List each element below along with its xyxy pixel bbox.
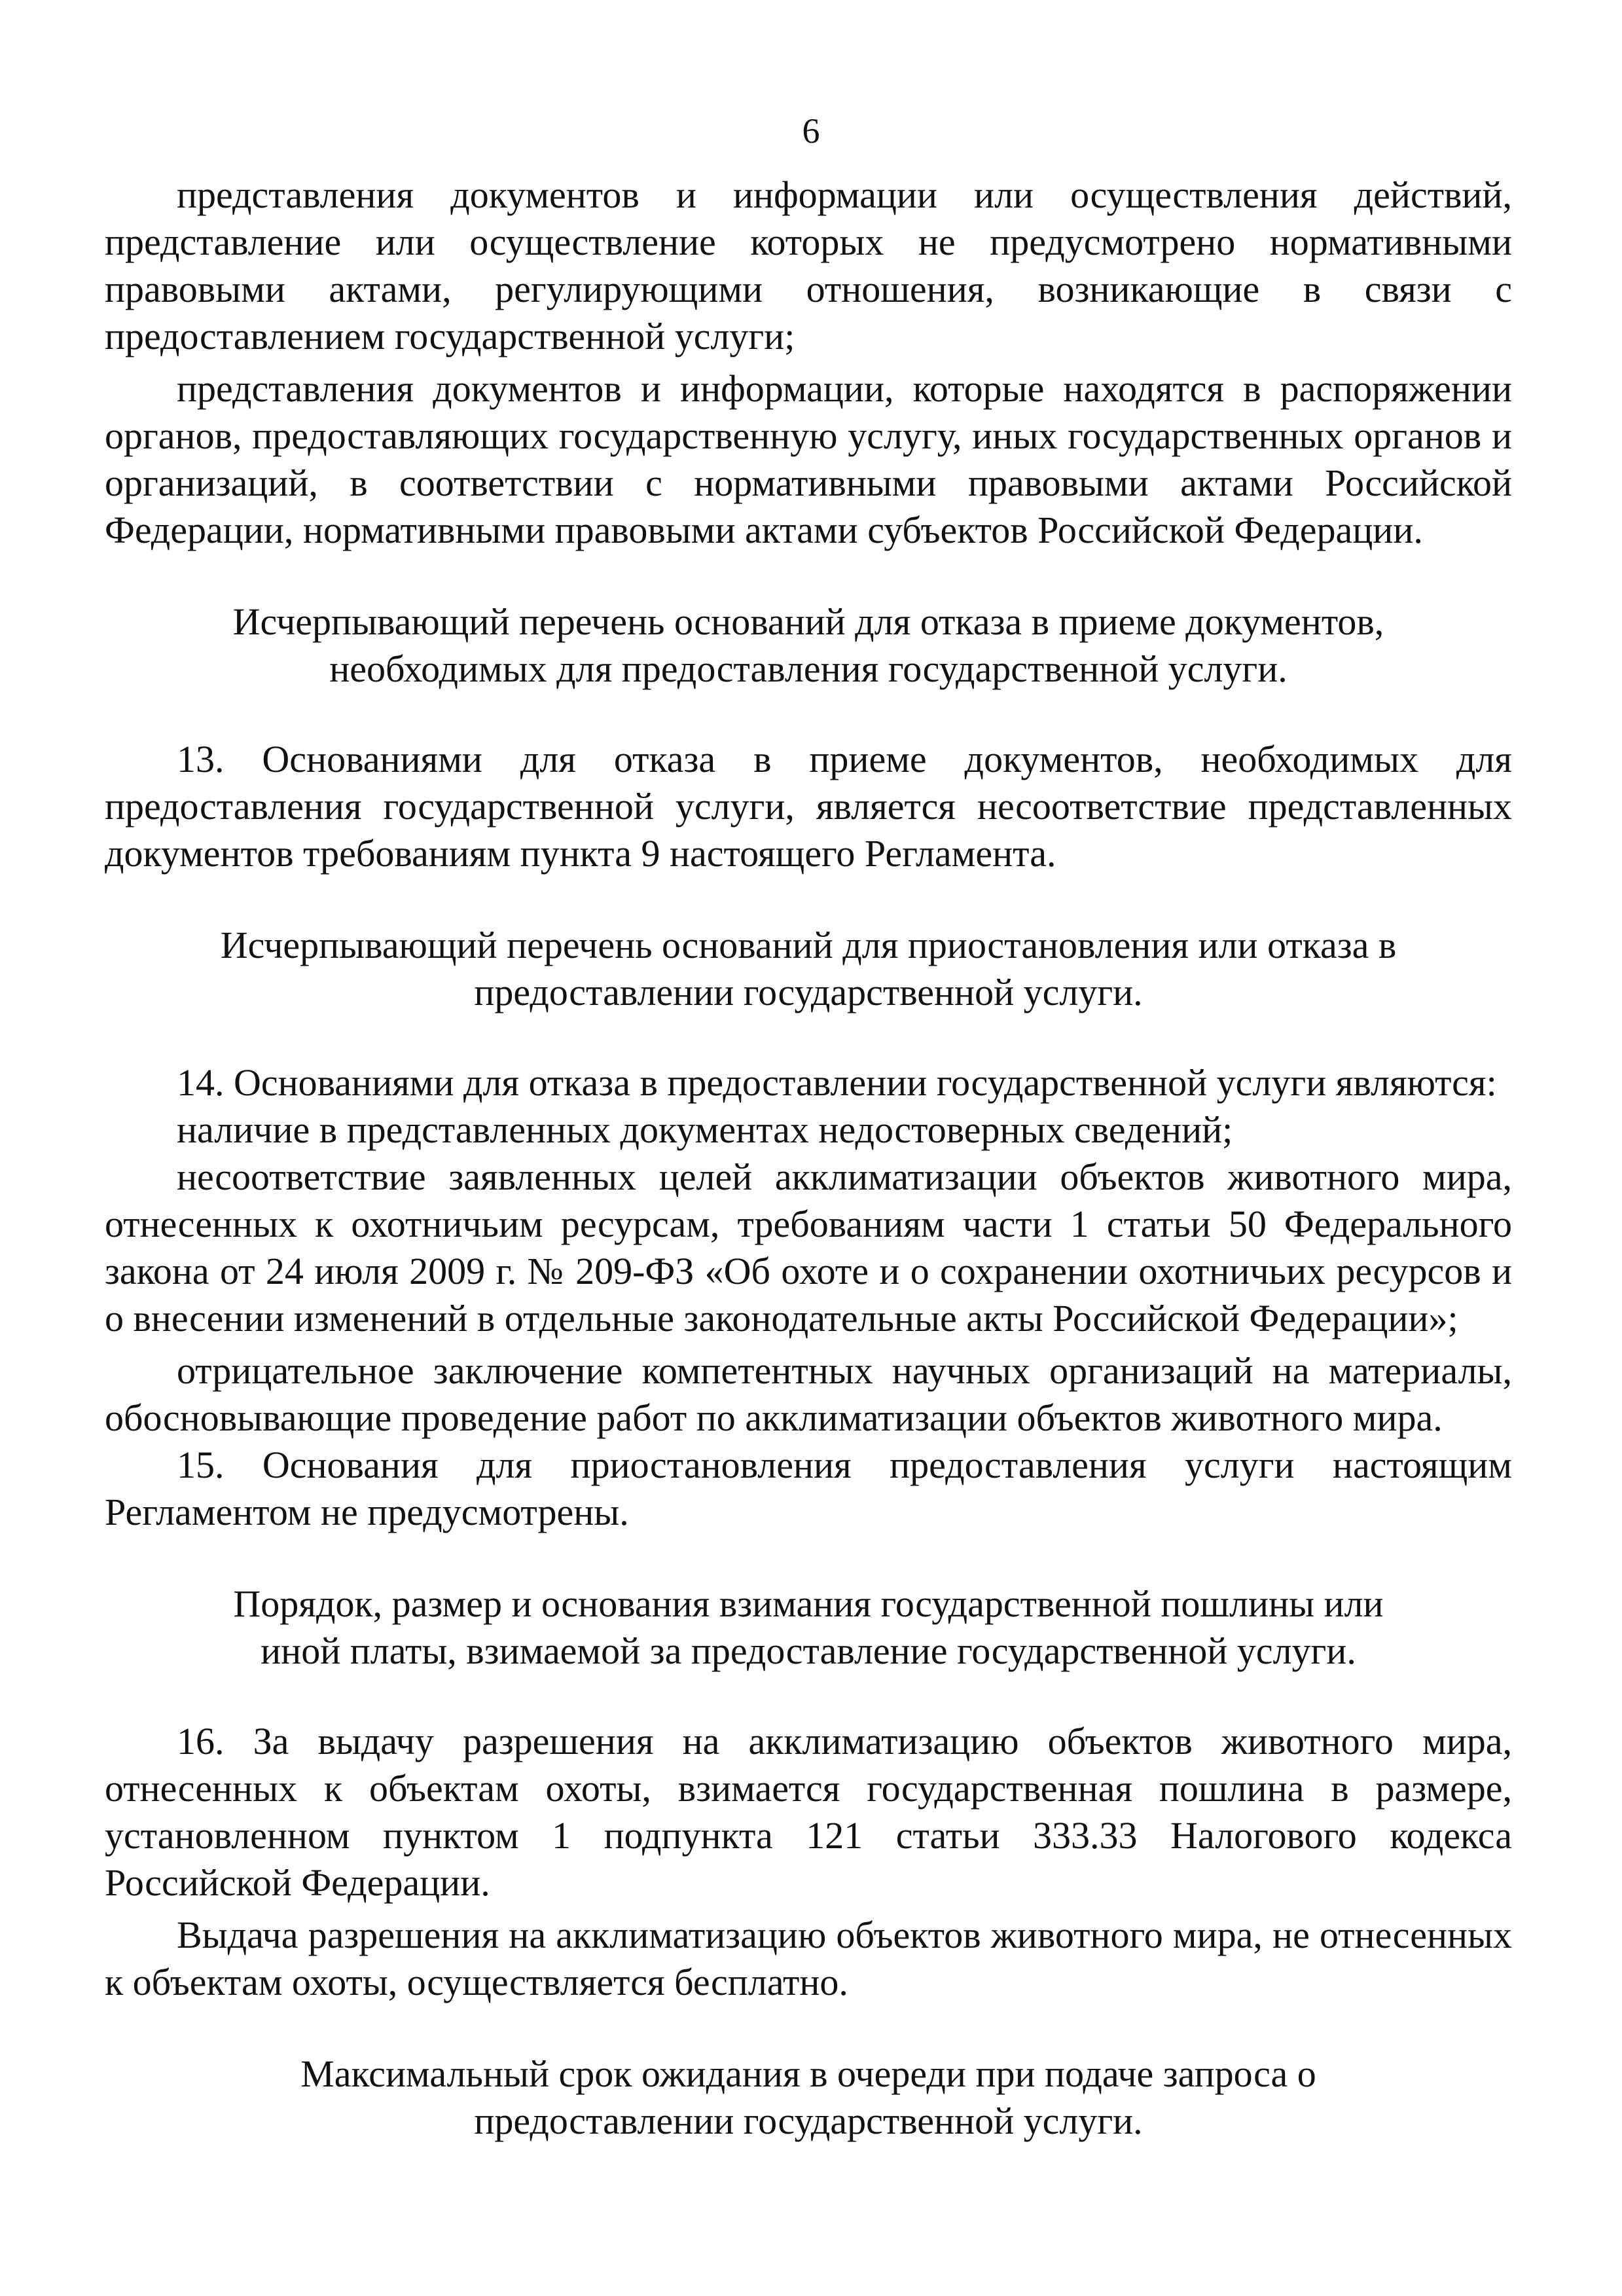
paragraph-unreliable-info: наличие в представленных документах недостоверных сведений; (177, 1108, 1233, 1151)
paragraph-item-14: 14. Основаниями для отказа в предоставлении государственной услуги являются: (177, 1061, 1497, 1104)
section-heading-state-fee: Порядок, размер и основания взимания государственной пошлины или иной платы, взимаемой за предоставление государственной услуги. (233, 1582, 1384, 1672)
section-heading-queue-time: Максимальный срок ожидания в очереди при подаче запроса о предоставлении государственной услуги. (300, 2052, 1316, 2142)
section-heading-refusal-acceptance: Исчерпывающий перечень оснований для отказа в приеме документов, необходимых для предоставления государственной услуги. (232, 600, 1384, 690)
page-number: 6 (802, 111, 820, 151)
paragraph-goals-mismatch: несоответствие заявленных целей акклиматизации объектов животного мира, отнесенных к охотничьим ресурсам, требованиям части 1 статьи 50 Федерального закона от 24 июля 2009 г. № 209-ФЗ «Об охоте и о сохранении охотничьих ресурсов и о внесении изменений в отдельные законодательные акты Российской Федерации»; (105, 1156, 1512, 1339)
paragraph-documents-not-required: представления документов и информации или осуществления действий, представление или осуществление которых не предусмотрено нормативными правовыми актами, регулирующими отношения, возникающие в связи с предоставлением государственной услуги; (105, 173, 1512, 357)
paragraph-item-15: 15. Основания для приостановления предоставления услуги настоящим Регламентом не предусмотрены. (105, 1444, 1512, 1533)
section-heading-suspension-refusal: Исчерпывающий перечень оснований для приостановления или отказа в предоставлении государственной услуги. (220, 924, 1397, 1013)
paragraph-item-16: 16. За выдачу разрешения на акклиматизацию объектов животного мира, отнесенных к объектам охоты, взимается государственная пошлина в размере, установленном пунктом 1 подпункта 121 статьи 333.33 Налогового кодекса Российской Федерации. (105, 1720, 1512, 1904)
paragraph-documents-in-possession: представления документов и информации, которые находятся в распоряжении органов, предоставляющих государственную услугу, иных государственных органов и организаций, в соответствии с нормативными правовыми актами Российской Федерации, нормативными правовыми актами субъектов Российской Федерации. (105, 367, 1512, 551)
paragraph-free-issuance: Выдача разрешения на акклиматизацию объектов животного мира, не отнесенных к объектам охоты, осуществляется бесплатно. (105, 1914, 1512, 2003)
paragraph-negative-conclusion: отрицательное заключение компетентных научных организаций на материалы, обосновывающие проведение работ по акклиматизации объектов животного мира. (105, 1349, 1512, 1439)
paragraph-item-13: 13. Основаниями для отказа в приеме документов, необходимых для предоставления государственной услуги, является несоответствие представленных документов требованиям пункта 9 настоящего Регламента. (105, 738, 1512, 875)
document-body (105, 172, 1512, 2145)
